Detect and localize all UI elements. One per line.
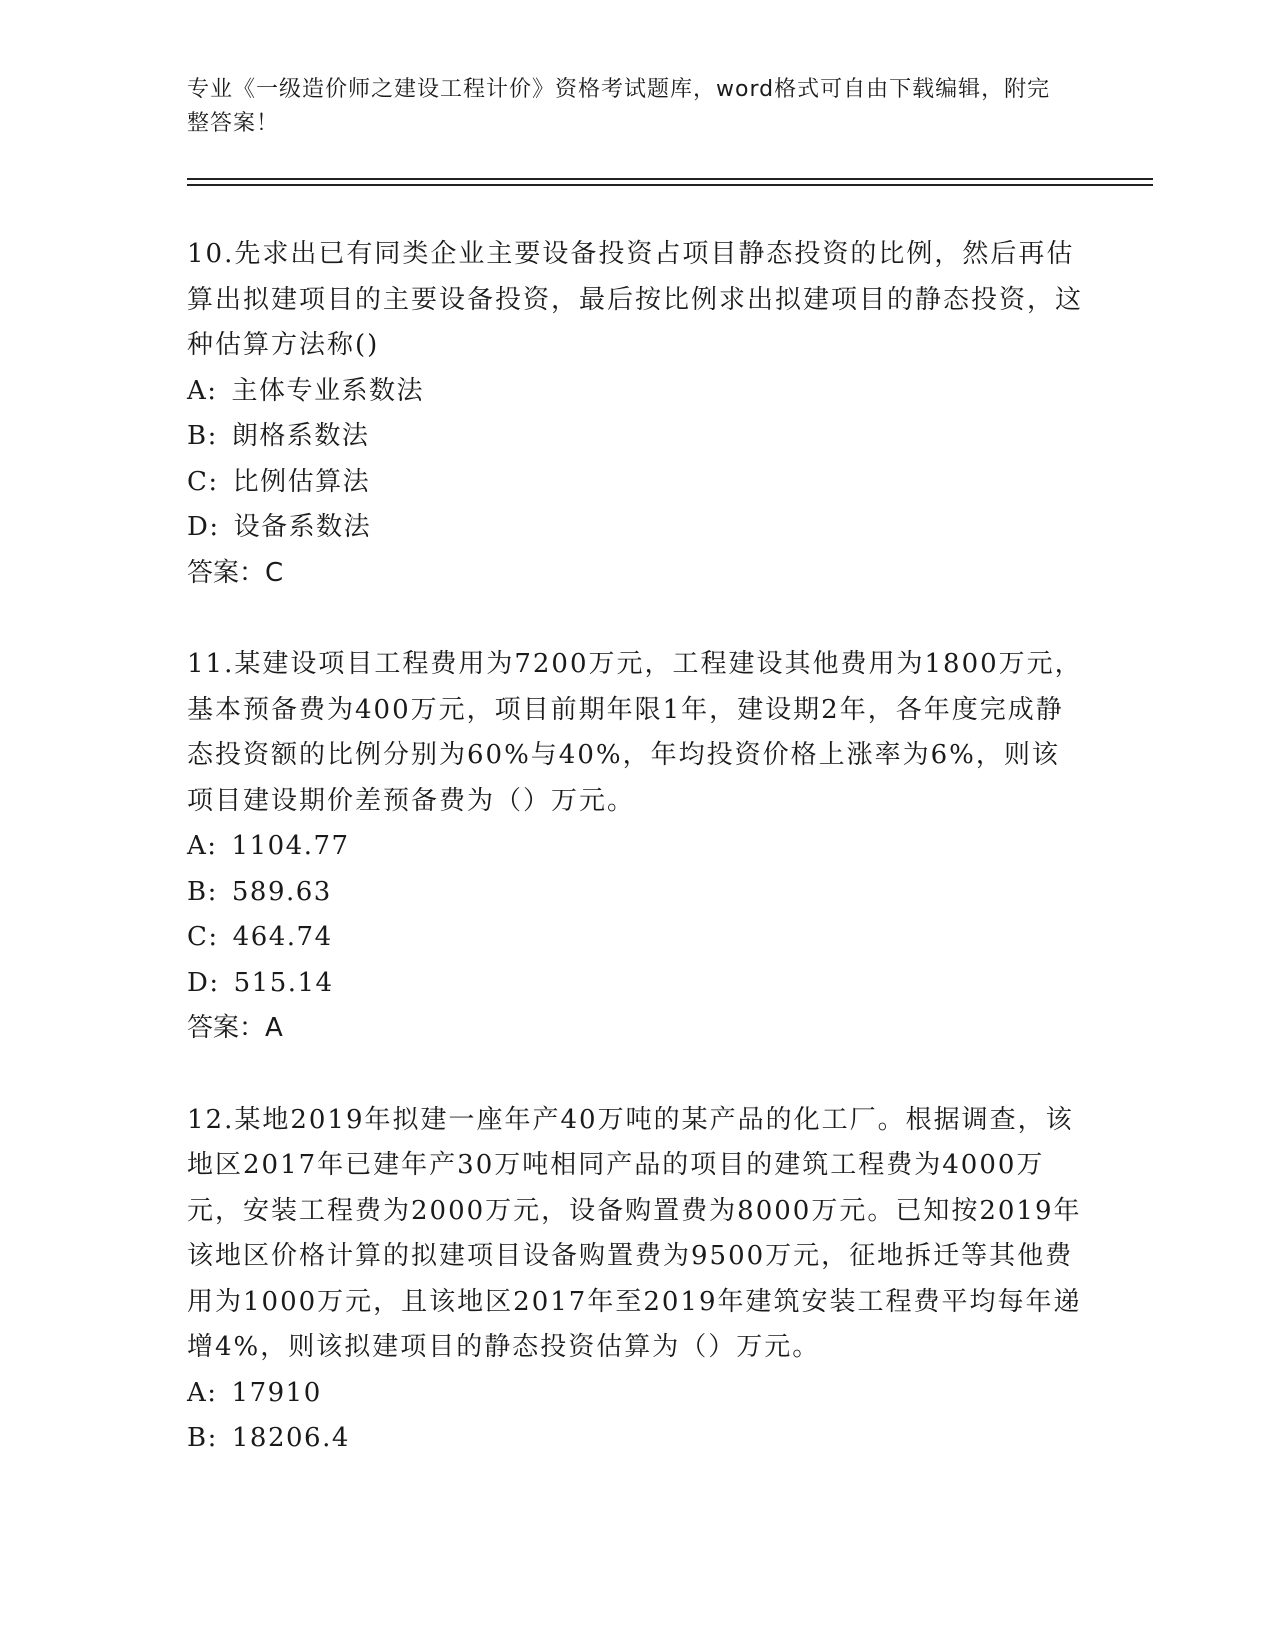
option-text: 朗格系数法 (231, 421, 370, 451)
option-a (187, 369, 1087, 415)
option-text: 589.63 (231, 876, 332, 907)
document-header (187, 73, 1067, 141)
option-letter: B: (187, 876, 218, 907)
option-letter: C: (187, 922, 219, 952)
option-letter: B: (187, 421, 218, 451)
option-letter: B: (187, 1423, 218, 1453)
question-stem: 10.先求出已有同类企业主要设备投资占项目静态投资的比例，然后再估算出拟建项目的主要设备投资，最后按比例求出拟建项目的静态投资，这种估算方法称() (187, 239, 1084, 360)
option-text: 515.14 (233, 967, 334, 998)
option-text: 17910 (231, 1377, 322, 1408)
option-b (187, 870, 1087, 916)
option-letter: A: (187, 375, 218, 406)
header-intro-text: 专业《一级造价师之建设工程计价》资格考试题库，word格式可自由下载编辑，附完整答案！ (187, 77, 1051, 136)
option-letter: A: (187, 831, 218, 861)
option-letter: A: (187, 1377, 218, 1408)
option-letter: D: (187, 512, 220, 542)
question-stem: 12.某地2019年拟建一座年产40万吨的某产品的化工厂。根据调查，该地区2017年已建年产30万吨相同产品的项目的建筑工程费为4000万元，安装工程费为2000万元，设备购置费为8000万元。已知按2019年该地区价格计算的拟建项目设备购置费为9500万元，征地拆迁等其他费用为1000万元，且该地区2017年至2019年建筑安装工程费平均每年递增4%，则该拟建项目的静态投资估算为（）万元。 (187, 1104, 1082, 1362)
header-divider-bottom (187, 184, 1153, 186)
option-c (187, 915, 1087, 961)
option-text: 设备系数法 (233, 512, 372, 542)
option-text: 比例估算法 (232, 466, 371, 497)
option-d (187, 505, 1087, 551)
option-b (187, 1416, 1087, 1462)
question-10 (187, 232, 1087, 596)
question-11 (187, 642, 1087, 1052)
option-text: 1104.77 (231, 831, 350, 861)
option-c (187, 460, 1087, 506)
option-letter: C: (187, 466, 219, 497)
option-a (187, 1371, 1087, 1417)
question-list (187, 232, 1087, 1508)
question-stem: 11.某建设项目工程费用为7200万元，工程建设其他费用为1800万元，基本预备费为400万元，项目前期年限1年，建设期2年，各年度完成静态投资额的比例分别为60%与40%，年均投资价格上涨率为6%，则该项目建设期价差预备费为（）万元。 (187, 649, 1083, 816)
answer-line: 答案：C (187, 557, 284, 588)
option-a (187, 824, 1087, 870)
option-letter: D: (187, 967, 220, 998)
option-text: 18206.4 (231, 1423, 350, 1453)
option-text: 主体专业系数法 (231, 375, 425, 406)
answer-line: 答案：A (187, 1013, 283, 1043)
option-b (187, 414, 1087, 460)
option-d (187, 961, 1087, 1007)
header-divider-top (187, 178, 1153, 180)
question-12 (187, 1098, 1087, 1462)
option-text: 464.74 (232, 922, 333, 952)
